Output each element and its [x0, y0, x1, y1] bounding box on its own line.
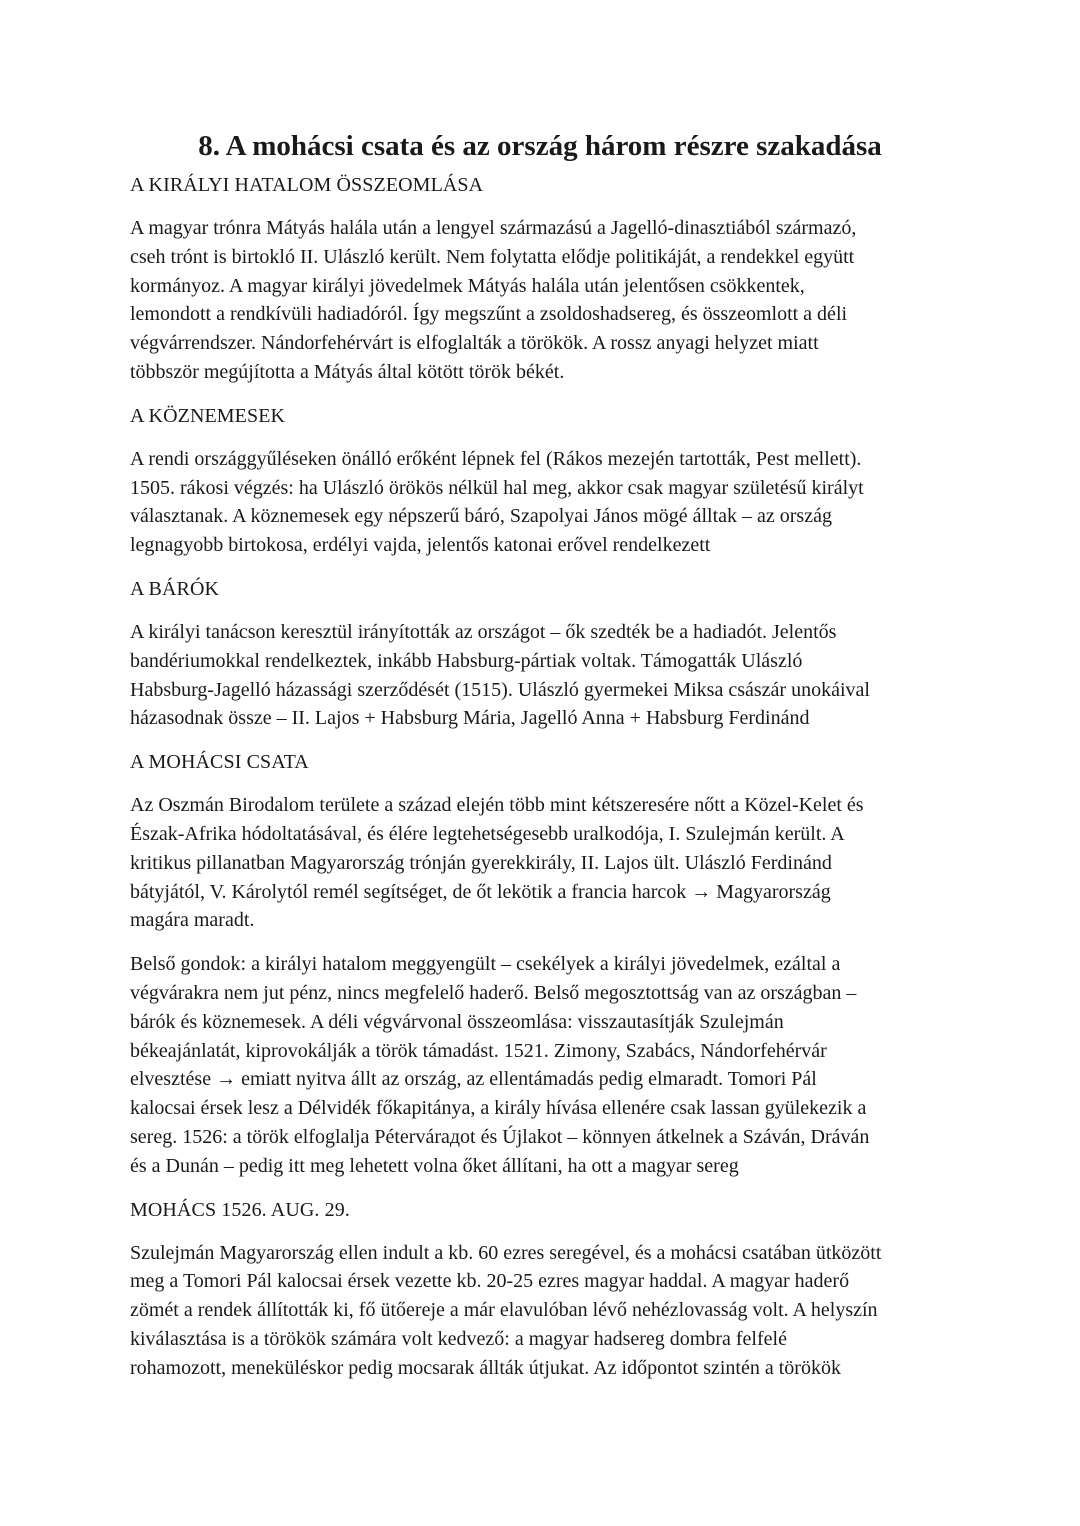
section-heading: A KÖZNEMESEK [130, 404, 286, 427]
paragraph: Belső gondok: a királyi hatalom meggyengült – csekélyek a királyi jövedelmek, ezáltal a végvárakra nem jut pénz, nincs megfelelő haderő. Belső megosztottság van az országban – bárók és köznemesek. A déli végvárvonal összeomlása: visszautasítják Szulejmán békeajánlatát, kiprovokálják a török támadást. 1521. Zimony, Szabács, Nándorfehérvár elvesztése → emiatt nyitva állt az ország, az ellentámadás pedig elmaradt. Tomori Pál kalocsai érsek lesz a Délvidék főkapitánya, a király hívása ellenére csak lassan gyülekezik a sereg. 1526: a török elfoglalja Pétervárадot és Újlakot – könnyen átkelnek a Száván, Dráván és a Dunán – pedig itt meg lehetett volna őket állítani, ha ott a magyar sereg [130, 953, 870, 1177]
paragraph: A magyar trónra Mátyás halála után a lengyel származású a Jagelló-dinasztiából származó, cseh trónt is birtokló II. Ulászló került. Nem folytatta elődje politikáját, a rendekkel együtt kormányoz. A magyar királyi jövedelmek Mátyás halála után jelentősen csökkentek, lemondott a rendkívüli hadiadóról. Így megszűnt a zsoldoshadsereg, és összeomlott a déli végvárrendszer. Nándorfehérvárt is elfoglalták a törökök. A rossz anyagi helyzet miatt többször megújította a Mátyás által kötött török békét. [130, 217, 857, 383]
paragraph: A rendi országgyűléseken önálló erőként lépnek fel (Rákos mezején tartották, Pest mellett). 1505. rákosi végzés: ha Ulászló örökös nélkül hal meg, akkor csak magyar születésű királyt választanak. A köznemesek egy népszerű báró, Szapolyai János mögé álltak – az ország legnagyobb birtokosa, erdélyi vajda, jelentős katonai erővel rendelkezett [130, 447, 864, 557]
section-kiralyi-hatalom [130, 171, 960, 387]
section-barok [130, 575, 960, 733]
paragraph: Az Oszmán Birodalom területe a század elején több mint kétszeresére nőtt a Közel-Kelet és Észak-Afrika hódoltatásával, és élére legtehetségesebb uralkodója, I. Szulejmán került. A kritikus pillanatban Magyarország trónján gyerekkirály, II. Lajos ült. Ulászló Ferdinánd bátyjától, V. Károlytól remél segítséget, de őt lekötik a francia harcok → Magyarország magára maradt. [130, 794, 864, 932]
section-koznemesek [130, 402, 960, 560]
document-page [130, 126, 960, 1398]
section-mohacsi-csata [130, 748, 960, 1180]
section-heading: MOHÁCS 1526. AUG. 29. [130, 1198, 350, 1221]
section-mohacs-1526 [130, 1196, 960, 1383]
page-title: 8. A mohácsi csata és az ország három részre szakadása [198, 130, 882, 162]
paragraph: A királyi tanácson keresztül irányították az országot – ők szedték be a hadiadót. Jelentős bandériumokkal rendelkeztek, inkább Habsburg-pártiak voltak. Támogatták Ulászló Habsburg-Jagelló házassági szerződését (1515). Ulászló gyermekei Miksa császár unokáival házasodnak össze – II. Lajos + Habsburg Mária, Jagelló Anna + Habsburg Ferdinánd [130, 620, 870, 730]
section-heading: A KIRÁLYI HATALOM ÖSSZEOMLÁSA [130, 174, 484, 196]
section-heading: A BÁRÓK [130, 577, 220, 600]
section-heading: A MOHÁCSI CSATA [130, 751, 309, 774]
paragraph: Szulejmán Magyarország ellen indult a kb. 60 ezres seregével, és a mohácsi csatában ütközött meg a Tomori Pál kalocsai érsek vezette kb. 20-25 ezres magyar haddal. A magyar haderő zömét a rendek állították ki, fő ütőereje a már elavulóban lévő nehézlovasság volt. A helyszín kiválasztása is a törökök számára volt kedvező: a magyar hadsereg dombra felfelé rohamozott, meneküléskor pedig mocsarak állták útjukat. Az időpontot szintén a törökök [130, 1241, 882, 1379]
